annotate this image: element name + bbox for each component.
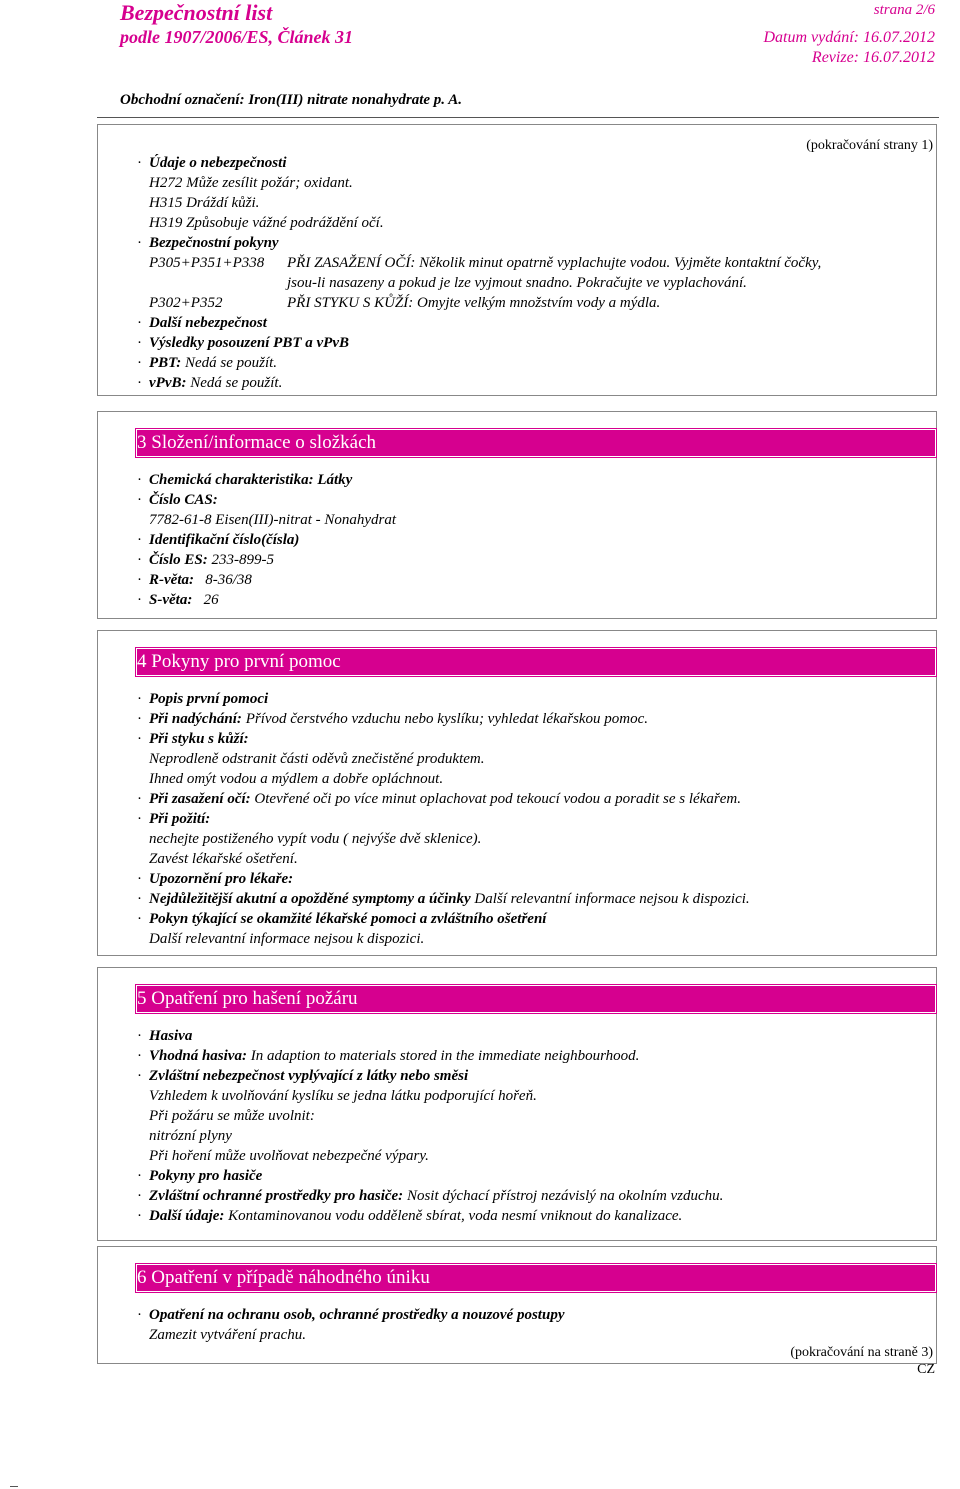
p305-text-cont: jsou-li nasazeny a pokud je lze vyjmout snadno. Pokračujte ve vyplachování. xyxy=(287,275,747,291)
inhalation-text: Přívod čerstvého vzduchu nebo kyslíku; vyhledat lékařskou pomoc. xyxy=(245,711,649,727)
extinguishing-media: · Hasiva xyxy=(137,1026,192,1046)
special-hazards-text-3: nitrózní plyny xyxy=(149,1128,232,1144)
hazard-h315: H315 Dráždí kůži. xyxy=(149,195,260,211)
suitable-media-row xyxy=(137,1046,639,1066)
ingestion-text-1: nechejte postiženého vypít vodu ( nejvýše dvě sklenice). xyxy=(149,831,482,847)
skin-label: · Při styku s kůží: xyxy=(137,729,249,749)
hazard-h272: H272 Může zesílit požár; oxidant. xyxy=(149,175,353,191)
language-code: CZ xyxy=(917,1362,935,1377)
document-subtitle: podle 1907/2006/ES, Článek 31 xyxy=(120,27,354,47)
issue-date: Datum vydání: 16.07.2012 xyxy=(763,29,935,46)
r-phrase-value: 8-36/38 xyxy=(205,572,252,588)
ingestion-label: · Při požití: xyxy=(137,809,210,829)
s-phrase-label: S-věta: xyxy=(149,592,193,608)
section-6-heading: 6 Opatření v případě náhodného úniku xyxy=(136,1264,936,1292)
hazard-h319: H319 Způsobuje vážné podráždění očí. xyxy=(149,215,384,231)
eye-label: Při zasažení očí: xyxy=(149,791,251,807)
special-hazards-text-4: Při hoření může uvolňovat nebezpečné výpary. xyxy=(149,1148,429,1164)
further-info-row xyxy=(137,1206,682,1226)
pbt-label: PBT: xyxy=(149,355,182,371)
other-hazards: · Další nebezpečnost xyxy=(137,313,267,333)
s-phrase-row xyxy=(137,590,219,610)
hazard-label: · Údaje o nebezpečnosti xyxy=(137,153,286,173)
p302-text: PŘI STYKU S KŮŽÍ: Omyjte velkým množstvím vody a mýdla. xyxy=(287,295,661,311)
firefighter-advice: · Pokyny pro hasiče xyxy=(137,1166,262,1186)
ppe-text: Nosit dýchací přístroj nezávislý na okolním vzduchu. xyxy=(406,1188,724,1204)
further-info-label: Další údaje: xyxy=(149,1208,225,1224)
continued-on-note: (pokračování na straně 3) xyxy=(790,1345,933,1360)
r-phrase-row xyxy=(137,570,252,590)
es-label: Číslo ES: xyxy=(149,552,208,568)
section-4-heading: 4 Pokyny pro první pomoc xyxy=(136,648,936,676)
personal-precautions-text: Zamezit vytváření prachu. xyxy=(149,1327,307,1343)
section-6-box xyxy=(97,1246,937,1364)
suitable-media-label: Vhodná hasiva: xyxy=(149,1048,247,1064)
cas-label: · Číslo CAS: xyxy=(137,490,218,510)
section-4-box xyxy=(97,630,937,956)
s-phrase-value: 26 xyxy=(203,592,219,608)
vpvb-row xyxy=(137,373,282,393)
inhalation-label: Při nadýchání: xyxy=(149,711,242,727)
eye-row xyxy=(137,789,741,809)
precaution-label: · Bezpečnostní pokyny xyxy=(137,233,279,253)
special-hazards-text-1: Vzhledem k uvolňování kyslíku se jedna látku podporující hořeň. xyxy=(149,1088,537,1104)
section-3-box xyxy=(97,411,937,619)
trade-name: Obchodní označení: Iron(III) nitrate nonahydrate p. A. xyxy=(120,92,462,108)
skin-text-2: Ihned omýt vodou a mýdlem a dobře opláchnout. xyxy=(149,771,444,787)
section-5-heading: 5 Opatření pro hašení požáru xyxy=(136,985,936,1013)
first-aid-description: · Popis první pomoci xyxy=(137,689,268,709)
identification-numbers: · Identifikační číslo(čísla) xyxy=(137,530,299,550)
ppe-row xyxy=(137,1186,723,1206)
symptoms-text: Další relevantní informace nejsou k dispozici. xyxy=(474,891,750,907)
immediate-care-label: · Pokyn týkající se okamžité lékařské pomoci a zvláštního ošetření xyxy=(137,909,546,929)
inhalation-row xyxy=(137,709,648,729)
p305-code: P305+P351+P338 xyxy=(149,255,265,271)
page-corner-mark xyxy=(10,1486,18,1487)
p302-row xyxy=(137,293,661,313)
es-row xyxy=(137,550,274,570)
pbt-value: Nedá se použít. xyxy=(184,355,278,371)
pbt-results: · Výsledky posouzení PBT a vPvB xyxy=(137,333,349,353)
special-hazards-label: · Zvláštní nebezpečnost vyplývající z látky nebo směsi xyxy=(137,1066,468,1086)
personal-precautions-label: · Opatření na ochranu osob, ochranné prostředky a nouzové postupy xyxy=(137,1305,564,1325)
ingestion-text-2: Zavést lékařské ošetření. xyxy=(149,851,298,867)
pbt-row xyxy=(137,353,277,373)
section-2-box xyxy=(97,124,937,396)
doctor-note: · Upozornění pro lékaře: xyxy=(137,869,293,889)
symptoms-row xyxy=(137,889,750,909)
section-5-box xyxy=(97,967,937,1241)
cas-value: 7782-61-8 Eisen(III)-nitrat - Nonahydrat xyxy=(149,512,397,528)
r-phrase-label: R-věta: xyxy=(149,572,194,588)
further-info-text: Kontaminovanou vodu odděleně sbírat, voda nesmí vniknout do kanalizace. xyxy=(228,1208,683,1224)
continued-from-note: (pokračování strany 1) xyxy=(806,138,933,153)
skin-text-1: Neprodleně odstranit části oděvů znečistěné produktem. xyxy=(149,751,485,767)
immediate-care-text: Další relevantní informace nejsou k dispozici. xyxy=(149,931,425,947)
p302-code: P302+P352 xyxy=(149,295,223,311)
es-value: 233-899-5 xyxy=(211,552,275,568)
section-3-heading: 3 Složení/informace o složkách xyxy=(136,429,936,457)
vpvb-label: vPvB: xyxy=(149,375,187,391)
p305-text: PŘI ZASAŽENÍ OČÍ: Několik minut opatrně vyplachujte vodou. Vyjměte kontaktní čočky, xyxy=(287,255,822,271)
header-divider xyxy=(97,117,939,118)
revision-date: Revize: 16.07.2012 xyxy=(811,49,935,66)
special-hazards-text-2: Při požáru se může uvolnit: xyxy=(149,1108,315,1124)
suitable-media-text: In adaption to materials stored in the immediate neighbourhood. xyxy=(250,1048,640,1064)
symptoms-label: Nejdůležitější akutní a opožděné symptomy a účinky xyxy=(149,891,471,907)
page-number: strana 2/6 xyxy=(873,2,935,18)
ppe-label: Zvláštní ochranné prostředky pro hasiče: xyxy=(149,1188,404,1204)
document-title: Bezpečnostní list xyxy=(120,0,273,25)
p305-row xyxy=(137,253,822,273)
chem-characteristic: · Chemická charakteristika: Látky xyxy=(137,470,352,490)
eye-text: Otevřené oči po více minut oplachovat pod tekoucí vodou a poradit se s lékařem. xyxy=(254,791,741,807)
vpvb-value: Nedá se použít. xyxy=(190,375,283,391)
